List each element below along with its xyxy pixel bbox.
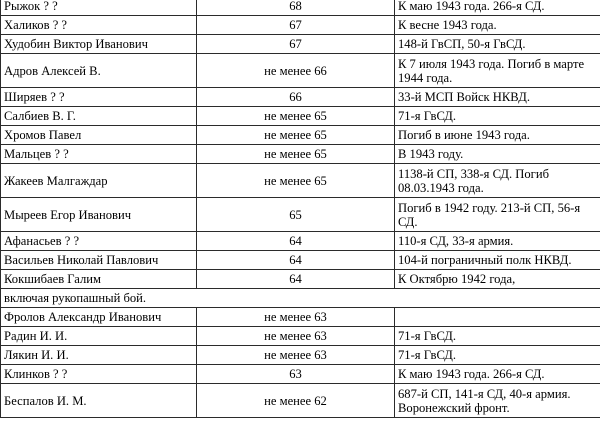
sniper-name: Афанасьев ? ?: [1, 232, 197, 251]
sniper-note: К маю 1943 года. 266-я СД.: [395, 365, 600, 384]
sniper-name: Худобин Виктор Иванович: [1, 35, 197, 54]
kill-count: не менее 65: [197, 164, 395, 198]
table-row: [1, 107, 600, 126]
table-row: [1, 145, 600, 164]
sniper-note: 33-й МСП Войск НКВД.: [395, 88, 600, 107]
sniper-note: 687-й СП, 141-я СД, 40-я армия. Воронежский фронт.: [395, 384, 600, 418]
sniper-note: К маю 1943 года. 266-я СД.: [395, 0, 600, 16]
table-row: [1, 365, 600, 384]
sniper-name: Салбиев В. Г.: [1, 107, 197, 126]
kill-count: 65: [197, 198, 395, 232]
sniper-name: Клинков ? ?: [1, 365, 197, 384]
kill-count: не менее 65: [197, 145, 395, 164]
kill-count: 64: [197, 232, 395, 251]
table-row: [1, 0, 600, 16]
kill-count: [197, 289, 395, 308]
table-row: [1, 232, 600, 251]
sniper-note: К Октябрю 1942 года,: [395, 270, 600, 289]
kill-count: не менее 63: [197, 346, 395, 365]
table-row: [1, 198, 600, 232]
kill-count: не менее 63: [197, 327, 395, 346]
table-row: [1, 327, 600, 346]
kill-count: не менее 65: [197, 126, 395, 145]
kill-count: 64: [197, 270, 395, 289]
sniper-name: Мальцев ? ?: [1, 145, 197, 164]
sniper-note: 71-я ГвСД.: [395, 107, 600, 126]
sniper-note: Погиб в 1942 году. 213-й СП, 56-я СД.: [395, 198, 600, 232]
sniper-name: Ширяев ? ?: [1, 88, 197, 107]
sniper-name: Беспалов И. М.: [1, 384, 197, 418]
kill-count: 66: [197, 88, 395, 107]
sniper-name: Васильев Николай Павлович: [1, 251, 197, 270]
sniper-name: Рыжок ? ?: [1, 0, 197, 16]
sniper-name: включая рукопашный бой.: [1, 289, 197, 308]
kill-count: 64: [197, 251, 395, 270]
sniper-name: Адров Алексей В.: [1, 54, 197, 88]
sniper-note: [395, 289, 600, 308]
sniper-note: 71-я ГвСД.: [395, 327, 600, 346]
table-row: [1, 384, 600, 418]
sniper-note: 104-й пограничный полк НКВД.: [395, 251, 600, 270]
sniper-name: Кокшибаев Галим: [1, 270, 197, 289]
sniper-name: Хромов Павел: [1, 126, 197, 145]
sniper-name: Фролов Александр Иванович: [1, 308, 197, 327]
sniper-name: Жакеев Малгаждар: [1, 164, 197, 198]
sniper-note: [395, 308, 600, 327]
sniper-note: К весне 1943 года.: [395, 16, 600, 35]
kill-count: 67: [197, 16, 395, 35]
sniper-name: Халиков ? ?: [1, 16, 197, 35]
kill-count: 67: [197, 35, 395, 54]
sniper-note: 71-я ГвСД.: [395, 346, 600, 365]
sniper-note: 148-й ГвСП, 50-я ГвСД.: [395, 35, 600, 54]
kill-count: не менее 65: [197, 107, 395, 126]
table-row: [1, 164, 600, 198]
table-row: [1, 126, 600, 145]
kill-count: не менее 63: [197, 308, 395, 327]
kill-count: 63: [197, 365, 395, 384]
kill-count: не менее 66: [197, 54, 395, 88]
sniper-name: Радин И. И.: [1, 327, 197, 346]
table-row: [1, 289, 600, 308]
kill-count: не менее 62: [197, 384, 395, 418]
sniper-note: К 7 июля 1943 года. Погиб в марте 1944 года.: [395, 54, 600, 88]
table-row: [1, 251, 600, 270]
table-row: [1, 346, 600, 365]
kill-count: 68: [197, 0, 395, 16]
table-row: [1, 308, 600, 327]
table-row: [1, 270, 600, 289]
table-row: [1, 16, 600, 35]
sniper-note: В 1943 году.: [395, 145, 600, 164]
table-row: [1, 54, 600, 88]
sniper-name: Лякин И. И.: [1, 346, 197, 365]
sniper-note: 110-я СД, 33-я армия.: [395, 232, 600, 251]
table-row: [1, 35, 600, 54]
table-row: [1, 88, 600, 107]
sniper-note: Погиб в июне 1943 года.: [395, 126, 600, 145]
sniper-note: 1138-й СП, 338-я СД. Погиб 08.03.1943 года.: [395, 164, 600, 198]
sniper-name: Мыреев Егор Иванович: [1, 198, 197, 232]
